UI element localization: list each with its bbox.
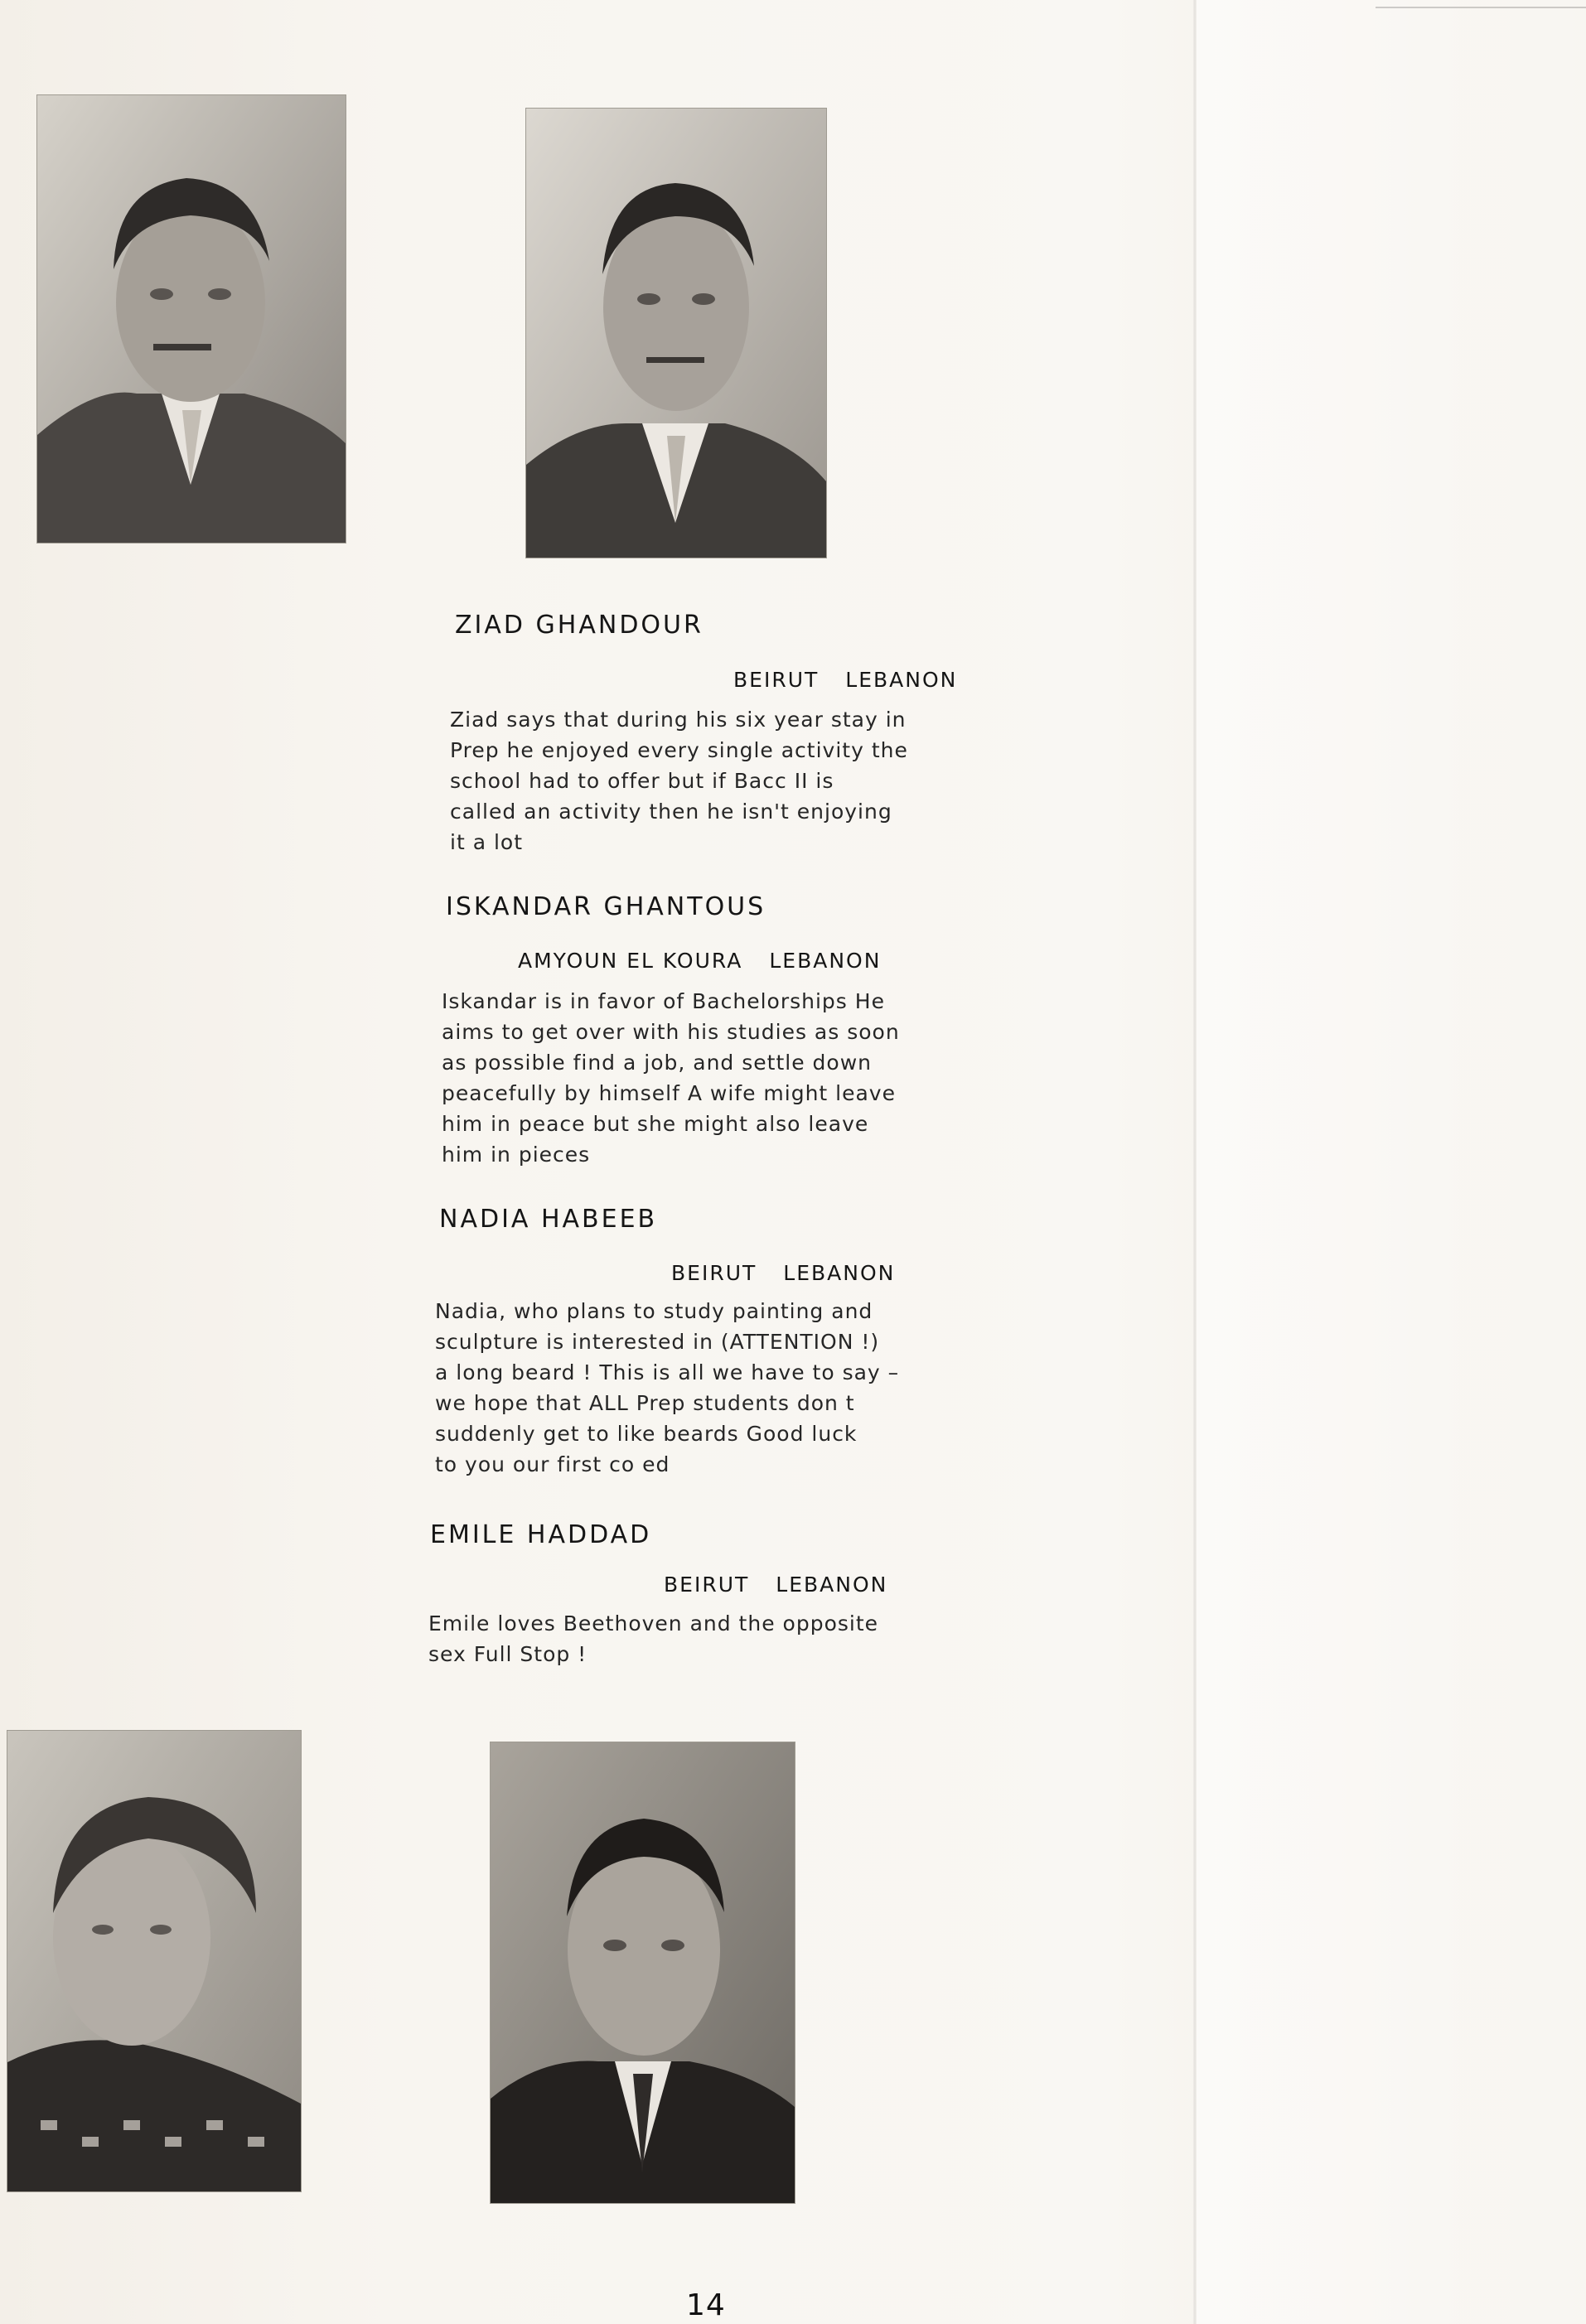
page-right-margin [1197,0,1586,2324]
location-country: LEBANON [845,668,958,692]
student-bio-ziad [450,704,908,858]
page-edge-mark [1376,7,1586,8]
location-country: LEBANON [776,1573,888,1597]
location-country: LEBANON [783,1261,896,1285]
bio-line: school had to offer but if Bacc II is [450,769,834,793]
location-city: BEIRUT [671,1261,757,1285]
bio-line: suddenly get to like beards Good luck [435,1422,858,1446]
bio-line: Iskandar is in favor of Bachelorships He [442,989,885,1013]
location-city: BEIRUT [733,668,820,692]
student-photo-nadia [7,1730,302,2192]
bio-line: sculpture is interested in (ATTENTION !) [435,1330,880,1354]
bio-line: Prep he enjoyed every single activity the [450,738,908,762]
student-location-ziad [733,668,957,692]
student-bio-emile [428,1608,878,1669]
student-bio-iskandar [442,986,900,1170]
bio-line: Ziad says that during his six year stay in [450,708,907,732]
student-name-ziad: ZIAD GHANDOUR [455,611,704,640]
bio-line: peacefully by himself A wife might leave [442,1081,896,1105]
bio-line: as possible find a job, and settle down [442,1051,872,1075]
student-location-nadia [671,1261,895,1285]
location-country: LEBANON [769,949,882,973]
bio-line: to you our first co ed [435,1452,670,1476]
location-city: BEIRUT [664,1573,750,1597]
bio-line: aims to get over with his studies as soon [442,1020,900,1044]
bio-line: Emile loves Beethoven and the opposite [428,1611,879,1635]
student-name-nadia: NADIA HABEEB [439,1205,658,1234]
page-number: 14 [686,2288,726,2322]
bio-line: him in peace but she might also leave [442,1112,869,1136]
student-photo-ziad [36,94,346,544]
student-name-emile: EMILE HADDAD [430,1520,652,1549]
student-location-iskandar [518,949,881,973]
bio-line: sex Full Stop ! [428,1642,587,1666]
student-name-iskandar: ISKANDAR GHANTOUS [446,892,766,921]
student-photo-emile [490,1742,795,2204]
bio-line: we hope that ALL Prep students don t [435,1391,855,1415]
student-photo-iskandar [525,108,827,558]
student-bio-nadia [435,1296,899,1480]
bio-line: him in pieces [442,1143,591,1167]
bio-line: called an activity then he isn't enjoying [450,800,892,824]
bio-line: it a lot [450,830,524,854]
bio-line: a long beard ! This is all we have to say – [435,1360,900,1384]
location-city: AMYOUN EL KOURA [518,949,743,973]
bio-line: Nadia, who plans to study painting and [435,1299,873,1323]
student-location-emile [664,1573,887,1597]
